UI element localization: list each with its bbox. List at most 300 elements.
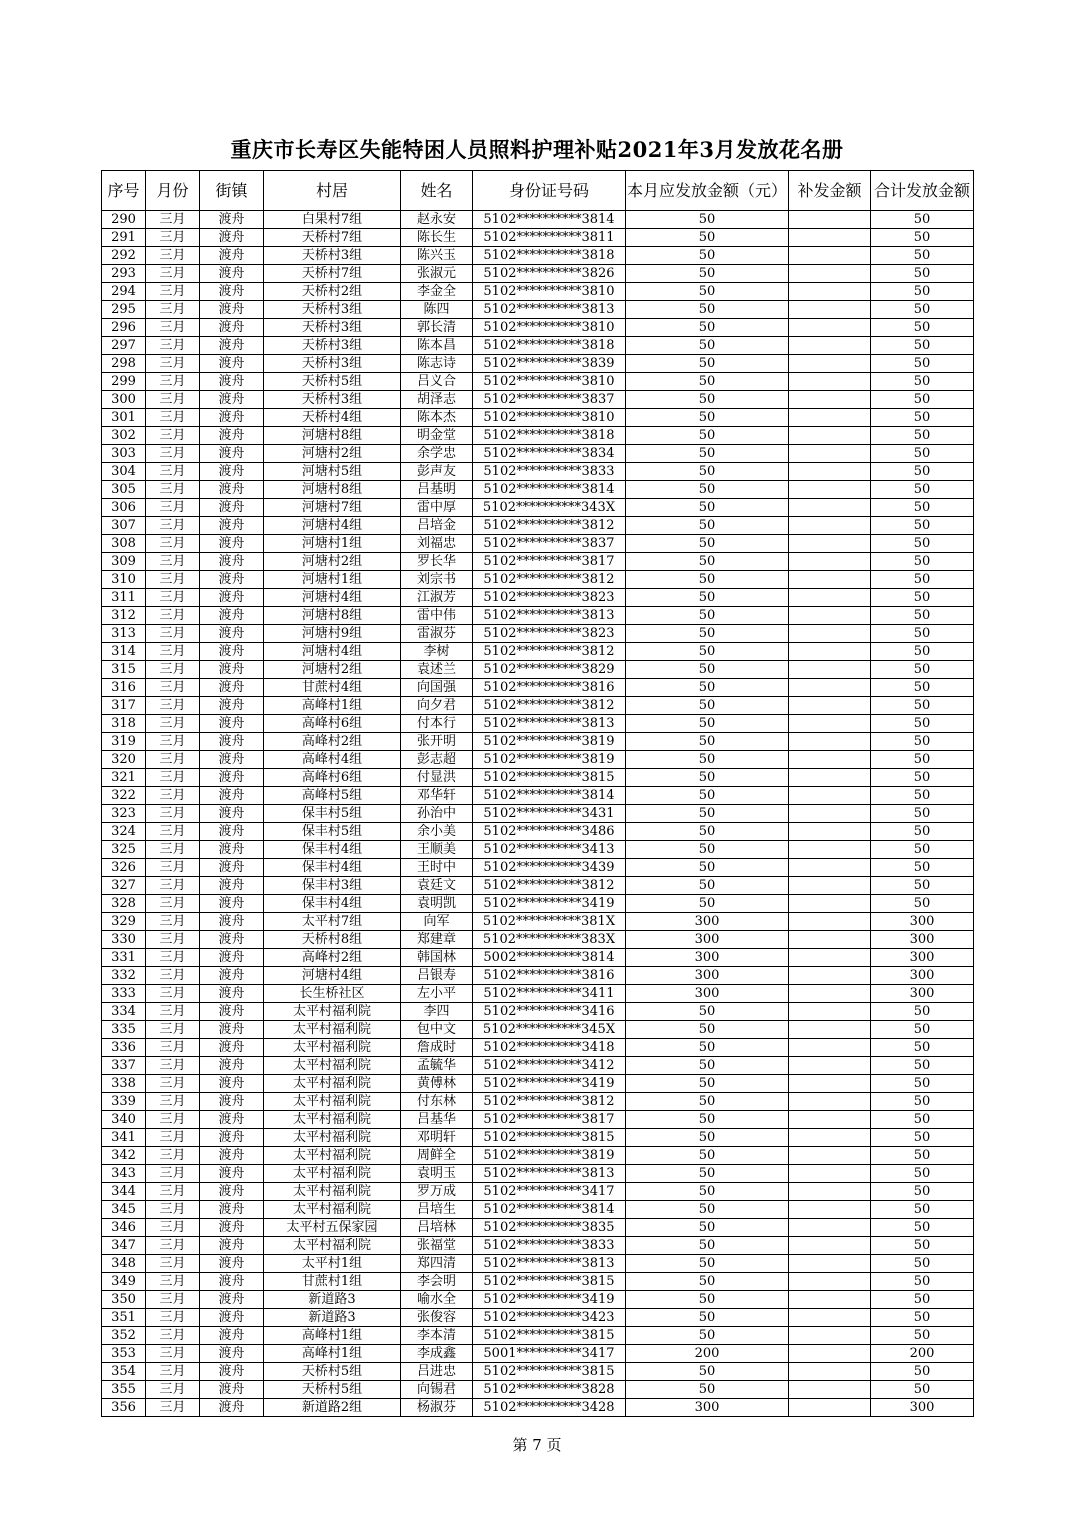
table-row <box>102 895 974 913</box>
cell-street: 渡舟 <box>200 625 264 643</box>
cell-supplement-amount <box>789 787 871 805</box>
cell-village: 太平村福利院 <box>264 1201 401 1219</box>
cell-monthly-amount: 50 <box>626 661 789 679</box>
cell-index: 297 <box>102 337 146 355</box>
cell-street: 渡舟 <box>200 733 264 751</box>
cell-total-amount: 50 <box>871 751 974 769</box>
cell-name: 付本行 <box>401 715 473 733</box>
cell-street: 渡舟 <box>200 1147 264 1165</box>
cell-index: 334 <box>102 1003 146 1021</box>
cell-id-number: 5102**********3817 <box>473 553 626 571</box>
header-index: 序号 <box>102 171 146 211</box>
cell-month: 三月 <box>146 913 200 931</box>
cell-street: 渡舟 <box>200 499 264 517</box>
cell-street: 渡舟 <box>200 1399 264 1417</box>
table-row <box>102 211 974 229</box>
header-total-amount: 合计发放金额 <box>871 171 974 211</box>
cell-village: 太平村福利院 <box>264 1111 401 1129</box>
cell-street: 渡舟 <box>200 283 264 301</box>
cell-index: 342 <box>102 1147 146 1165</box>
cell-index: 311 <box>102 589 146 607</box>
cell-index: 309 <box>102 553 146 571</box>
table-row <box>102 931 974 949</box>
cell-street: 渡舟 <box>200 535 264 553</box>
table-row <box>102 319 974 337</box>
table-row <box>102 1327 974 1345</box>
cell-name: 韩国林 <box>401 949 473 967</box>
cell-street: 渡舟 <box>200 967 264 985</box>
cell-village: 新道路3 <box>264 1309 401 1327</box>
cell-month: 三月 <box>146 769 200 787</box>
cell-monthly-amount: 50 <box>626 1255 789 1273</box>
cell-monthly-amount: 50 <box>626 319 789 337</box>
cell-index: 319 <box>102 733 146 751</box>
cell-total-amount: 50 <box>871 1111 974 1129</box>
cell-supplement-amount <box>789 1327 871 1345</box>
cell-index: 351 <box>102 1309 146 1327</box>
cell-street: 渡舟 <box>200 373 264 391</box>
cell-id-number: 5102**********343X <box>473 499 626 517</box>
cell-id-number: 5102**********3813 <box>473 1165 626 1183</box>
table-row <box>102 427 974 445</box>
cell-month: 三月 <box>146 1345 200 1363</box>
cell-supplement-amount <box>789 679 871 697</box>
cell-street: 渡舟 <box>200 229 264 247</box>
cell-street: 渡舟 <box>200 319 264 337</box>
cell-name: 张俊容 <box>401 1309 473 1327</box>
cell-index: 329 <box>102 913 146 931</box>
cell-index: 356 <box>102 1399 146 1417</box>
cell-street: 渡舟 <box>200 697 264 715</box>
cell-month: 三月 <box>146 1309 200 1327</box>
table-row <box>102 1255 974 1273</box>
cell-index: 322 <box>102 787 146 805</box>
cell-monthly-amount: 50 <box>626 301 789 319</box>
cell-village: 高峰村6组 <box>264 769 401 787</box>
cell-month: 三月 <box>146 895 200 913</box>
page-title: 重庆市长寿区失能特困人员照料护理补贴2021年3月发放花名册 <box>230 137 844 162</box>
cell-name: 左小平 <box>401 985 473 1003</box>
cell-total-amount: 50 <box>871 409 974 427</box>
cell-id-number: 5102**********3819 <box>473 751 626 769</box>
cell-total-amount: 200 <box>871 1345 974 1363</box>
cell-monthly-amount: 50 <box>626 877 789 895</box>
cell-monthly-amount: 50 <box>626 1201 789 1219</box>
cell-index: 300 <box>102 391 146 409</box>
cell-village: 保丰村3组 <box>264 877 401 895</box>
cell-total-amount: 50 <box>871 1309 974 1327</box>
table-row <box>102 499 974 517</box>
table-row <box>102 1075 974 1093</box>
cell-village: 天桥村2组 <box>264 283 401 301</box>
cell-name: 余学忠 <box>401 445 473 463</box>
cell-street: 渡舟 <box>200 355 264 373</box>
cell-name: 陈长生 <box>401 229 473 247</box>
cell-id-number: 5102**********3439 <box>473 859 626 877</box>
table-row <box>102 229 974 247</box>
cell-month: 三月 <box>146 787 200 805</box>
cell-village: 高峰村4组 <box>264 751 401 769</box>
cell-village: 太平村福利院 <box>264 1039 401 1057</box>
cell-monthly-amount: 50 <box>626 769 789 787</box>
cell-month: 三月 <box>146 1129 200 1147</box>
cell-total-amount: 50 <box>871 823 974 841</box>
cell-monthly-amount: 50 <box>626 265 789 283</box>
cell-supplement-amount <box>789 589 871 607</box>
cell-village: 天桥村5组 <box>264 373 401 391</box>
cell-id-number: 5102**********3812 <box>473 877 626 895</box>
cell-month: 三月 <box>146 733 200 751</box>
cell-village: 太平村福利院 <box>264 1093 401 1111</box>
cell-supplement-amount <box>789 931 871 949</box>
cell-street: 渡舟 <box>200 481 264 499</box>
table-row <box>102 409 974 427</box>
cell-village: 河塘村4组 <box>264 589 401 607</box>
cell-monthly-amount: 50 <box>626 445 789 463</box>
cell-monthly-amount: 50 <box>626 1237 789 1255</box>
cell-supplement-amount <box>789 1075 871 1093</box>
cell-village: 太平村福利院 <box>264 1183 401 1201</box>
cell-name: 陈四 <box>401 301 473 319</box>
cell-month: 三月 <box>146 1237 200 1255</box>
cell-index: 346 <box>102 1219 146 1237</box>
cell-id-number: 5102**********3810 <box>473 283 626 301</box>
table-row <box>102 1147 974 1165</box>
cell-village: 高峰村1组 <box>264 1327 401 1345</box>
cell-monthly-amount: 50 <box>626 1111 789 1129</box>
cell-village: 河塘村1组 <box>264 535 401 553</box>
cell-id-number: 5102**********3419 <box>473 1291 626 1309</box>
cell-id-number: 5102**********3431 <box>473 805 626 823</box>
table-row <box>102 553 974 571</box>
cell-id-number: 5102**********3812 <box>473 643 626 661</box>
cell-monthly-amount: 50 <box>626 1219 789 1237</box>
cell-index: 354 <box>102 1363 146 1381</box>
cell-street: 渡舟 <box>200 1165 264 1183</box>
cell-name: 郑四清 <box>401 1255 473 1273</box>
cell-name: 包中文 <box>401 1021 473 1039</box>
cell-total-amount: 50 <box>871 373 974 391</box>
table-row <box>102 301 974 319</box>
cell-total-amount: 50 <box>871 1183 974 1201</box>
cell-supplement-amount <box>789 967 871 985</box>
cell-index: 304 <box>102 463 146 481</box>
cell-total-amount: 50 <box>871 463 974 481</box>
cell-supplement-amount <box>789 895 871 913</box>
cell-month: 三月 <box>146 373 200 391</box>
cell-id-number: 5102**********3810 <box>473 373 626 391</box>
cell-id-number: 5002**********3814 <box>473 949 626 967</box>
cell-index: 312 <box>102 607 146 625</box>
cell-name: 吕基华 <box>401 1111 473 1129</box>
cell-village: 太平村五保家园 <box>264 1219 401 1237</box>
cell-total-amount: 50 <box>871 481 974 499</box>
cell-name: 吕进忠 <box>401 1363 473 1381</box>
cell-total-amount: 50 <box>871 1255 974 1273</box>
cell-monthly-amount: 50 <box>626 463 789 481</box>
cell-total-amount: 300 <box>871 1399 974 1417</box>
cell-id-number: 5102**********3813 <box>473 607 626 625</box>
cell-id-number: 5102**********3823 <box>473 625 626 643</box>
cell-month: 三月 <box>146 805 200 823</box>
cell-month: 三月 <box>146 985 200 1003</box>
cell-index: 292 <box>102 247 146 265</box>
cell-name: 江淑芳 <box>401 589 473 607</box>
cell-name: 付显洪 <box>401 769 473 787</box>
cell-total-amount: 50 <box>871 1003 974 1021</box>
cell-month: 三月 <box>146 931 200 949</box>
cell-name: 余小美 <box>401 823 473 841</box>
header-month: 月份 <box>146 171 200 211</box>
header-supplement-amount: 补发金额 <box>789 171 871 211</box>
cell-name: 彭声友 <box>401 463 473 481</box>
cell-street: 渡舟 <box>200 1021 264 1039</box>
cell-name: 罗万成 <box>401 1183 473 1201</box>
cell-name: 李成鑫 <box>401 1345 473 1363</box>
cell-name: 付东林 <box>401 1093 473 1111</box>
cell-index: 340 <box>102 1111 146 1129</box>
cell-name: 陈志诗 <box>401 355 473 373</box>
cell-supplement-amount <box>789 1291 871 1309</box>
cell-monthly-amount: 50 <box>626 1273 789 1291</box>
cell-total-amount: 50 <box>871 589 974 607</box>
table-row <box>102 643 974 661</box>
cell-month: 三月 <box>146 571 200 589</box>
cell-id-number: 5102**********3828 <box>473 1381 626 1399</box>
cell-name: 刘宗书 <box>401 571 473 589</box>
cell-name: 吕基明 <box>401 481 473 499</box>
cell-id-number: 5102**********3833 <box>473 1237 626 1255</box>
table-row <box>102 337 974 355</box>
table-row <box>102 841 974 859</box>
table-row <box>102 1381 974 1399</box>
cell-id-number: 5102**********3814 <box>473 787 626 805</box>
cell-street: 渡舟 <box>200 211 264 229</box>
cell-supplement-amount <box>789 247 871 265</box>
cell-month: 三月 <box>146 823 200 841</box>
table-row <box>102 859 974 877</box>
cell-total-amount: 50 <box>871 247 974 265</box>
cell-monthly-amount: 50 <box>626 229 789 247</box>
cell-index: 303 <box>102 445 146 463</box>
cell-month: 三月 <box>146 355 200 373</box>
cell-monthly-amount: 50 <box>626 1039 789 1057</box>
cell-village: 天桥村3组 <box>264 247 401 265</box>
cell-monthly-amount: 50 <box>626 373 789 391</box>
cell-name: 袁明玉 <box>401 1165 473 1183</box>
cell-street: 渡舟 <box>200 643 264 661</box>
cell-supplement-amount <box>789 859 871 877</box>
cell-name: 孙治中 <box>401 805 473 823</box>
cell-total-amount: 300 <box>871 913 974 931</box>
cell-village: 天桥村5组 <box>264 1363 401 1381</box>
cell-monthly-amount: 50 <box>626 1309 789 1327</box>
cell-supplement-amount <box>789 1039 871 1057</box>
cell-monthly-amount: 50 <box>626 643 789 661</box>
cell-village: 保丰村5组 <box>264 805 401 823</box>
cell-supplement-amount <box>789 877 871 895</box>
table-row <box>102 1273 974 1291</box>
cell-month: 三月 <box>146 1291 200 1309</box>
cell-supplement-amount <box>789 265 871 283</box>
table-row <box>102 571 974 589</box>
cell-total-amount: 300 <box>871 931 974 949</box>
cell-total-amount: 50 <box>871 355 974 373</box>
cell-street: 渡舟 <box>200 1381 264 1399</box>
cell-name: 郭长清 <box>401 319 473 337</box>
cell-village: 河塘村4组 <box>264 643 401 661</box>
cell-street: 渡舟 <box>200 589 264 607</box>
cell-monthly-amount: 50 <box>626 1381 789 1399</box>
cell-street: 渡舟 <box>200 715 264 733</box>
cell-index: 294 <box>102 283 146 301</box>
cell-id-number: 5102**********3814 <box>473 481 626 499</box>
cell-supplement-amount <box>789 355 871 373</box>
cell-index: 330 <box>102 931 146 949</box>
header-monthly-amount: 本月应发放金额（元） <box>626 171 789 211</box>
cell-village: 天桥村4组 <box>264 409 401 427</box>
cell-name: 胡泽志 <box>401 391 473 409</box>
cell-name: 张开明 <box>401 733 473 751</box>
cell-name: 张淑元 <box>401 265 473 283</box>
cell-month: 三月 <box>146 1201 200 1219</box>
table-row <box>102 1345 974 1363</box>
cell-street: 渡舟 <box>200 391 264 409</box>
cell-monthly-amount: 50 <box>626 409 789 427</box>
cell-village: 河塘村5组 <box>264 463 401 481</box>
cell-month: 三月 <box>146 1147 200 1165</box>
cell-supplement-amount <box>789 715 871 733</box>
cell-index: 347 <box>102 1237 146 1255</box>
cell-name: 陈兴玉 <box>401 247 473 265</box>
cell-street: 渡舟 <box>200 1183 264 1201</box>
cell-supplement-amount <box>789 571 871 589</box>
cell-monthly-amount: 50 <box>626 535 789 553</box>
cell-village: 太平村福利院 <box>264 1147 401 1165</box>
cell-monthly-amount: 50 <box>626 571 789 589</box>
cell-total-amount: 50 <box>871 769 974 787</box>
table-row <box>102 823 974 841</box>
cell-name: 雷中伟 <box>401 607 473 625</box>
cell-village: 保丰村5组 <box>264 823 401 841</box>
cell-index: 325 <box>102 841 146 859</box>
cell-street: 渡舟 <box>200 751 264 769</box>
cell-month: 三月 <box>146 247 200 265</box>
cell-monthly-amount: 50 <box>626 1057 789 1075</box>
cell-month: 三月 <box>146 679 200 697</box>
cell-name: 吕培林 <box>401 1219 473 1237</box>
cell-index: 327 <box>102 877 146 895</box>
cell-monthly-amount: 50 <box>626 499 789 517</box>
cell-village: 天桥村5组 <box>264 1381 401 1399</box>
table-row <box>102 1219 974 1237</box>
cell-total-amount: 50 <box>871 283 974 301</box>
cell-street: 渡舟 <box>200 463 264 481</box>
cell-id-number: 5102**********3823 <box>473 589 626 607</box>
cell-id-number: 5102**********3819 <box>473 1147 626 1165</box>
cell-index: 315 <box>102 661 146 679</box>
cell-index: 290 <box>102 211 146 229</box>
page-number: 第 7 页 <box>512 1436 562 1454</box>
cell-name: 向国强 <box>401 679 473 697</box>
cell-monthly-amount: 300 <box>626 967 789 985</box>
cell-total-amount: 50 <box>871 1327 974 1345</box>
cell-supplement-amount <box>789 283 871 301</box>
cell-supplement-amount <box>789 1345 871 1363</box>
table-row <box>102 607 974 625</box>
cell-street: 渡舟 <box>200 1309 264 1327</box>
cell-street: 渡舟 <box>200 553 264 571</box>
cell-index: 298 <box>102 355 146 373</box>
cell-index: 336 <box>102 1039 146 1057</box>
cell-index: 339 <box>102 1093 146 1111</box>
table-row <box>102 1057 974 1075</box>
cell-village: 天桥村3组 <box>264 301 401 319</box>
table-row <box>102 265 974 283</box>
cell-street: 渡舟 <box>200 661 264 679</box>
cell-index: 324 <box>102 823 146 841</box>
table-header-row <box>102 171 974 211</box>
table-row <box>102 535 974 553</box>
cell-id-number: 5102**********3411 <box>473 985 626 1003</box>
cell-street: 渡舟 <box>200 769 264 787</box>
cell-index: 320 <box>102 751 146 769</box>
table-row <box>102 715 974 733</box>
cell-month: 三月 <box>146 229 200 247</box>
cell-monthly-amount: 50 <box>626 1075 789 1093</box>
cell-id-number: 5102**********3826 <box>473 265 626 283</box>
cell-total-amount: 50 <box>871 697 974 715</box>
cell-total-amount: 50 <box>871 1147 974 1165</box>
cell-total-amount: 50 <box>871 1291 974 1309</box>
cell-month: 三月 <box>146 463 200 481</box>
cell-id-number: 5102**********3812 <box>473 517 626 535</box>
cell-index: 337 <box>102 1057 146 1075</box>
cell-total-amount: 50 <box>871 1129 974 1147</box>
cell-total-amount: 50 <box>871 535 974 553</box>
cell-street: 渡舟 <box>200 1093 264 1111</box>
cell-street: 渡舟 <box>200 337 264 355</box>
cell-street: 渡舟 <box>200 895 264 913</box>
cell-month: 三月 <box>146 589 200 607</box>
cell-village: 甘蔗村1组 <box>264 1273 401 1291</box>
cell-supplement-amount <box>789 553 871 571</box>
cell-index: 306 <box>102 499 146 517</box>
cell-street: 渡舟 <box>200 859 264 877</box>
cell-index: 331 <box>102 949 146 967</box>
cell-month: 三月 <box>146 1039 200 1057</box>
cell-month: 三月 <box>146 949 200 967</box>
table-row <box>102 373 974 391</box>
cell-index: 295 <box>102 301 146 319</box>
cell-month: 三月 <box>146 445 200 463</box>
cell-total-amount: 50 <box>871 607 974 625</box>
cell-total-amount: 50 <box>871 391 974 409</box>
cell-index: 316 <box>102 679 146 697</box>
cell-total-amount: 50 <box>871 895 974 913</box>
cell-name: 李本清 <box>401 1327 473 1345</box>
cell-id-number: 5102**********3819 <box>473 733 626 751</box>
table-row <box>102 1129 974 1147</box>
cell-index: 353 <box>102 1345 146 1363</box>
cell-village: 河塘村4组 <box>264 517 401 535</box>
cell-street: 渡舟 <box>200 913 264 931</box>
cell-street: 渡舟 <box>200 1111 264 1129</box>
cell-supplement-amount <box>789 1255 871 1273</box>
cell-village: 天桥村8组 <box>264 931 401 949</box>
cell-supplement-amount <box>789 1129 871 1147</box>
cell-id-number: 5102**********3817 <box>473 1111 626 1129</box>
